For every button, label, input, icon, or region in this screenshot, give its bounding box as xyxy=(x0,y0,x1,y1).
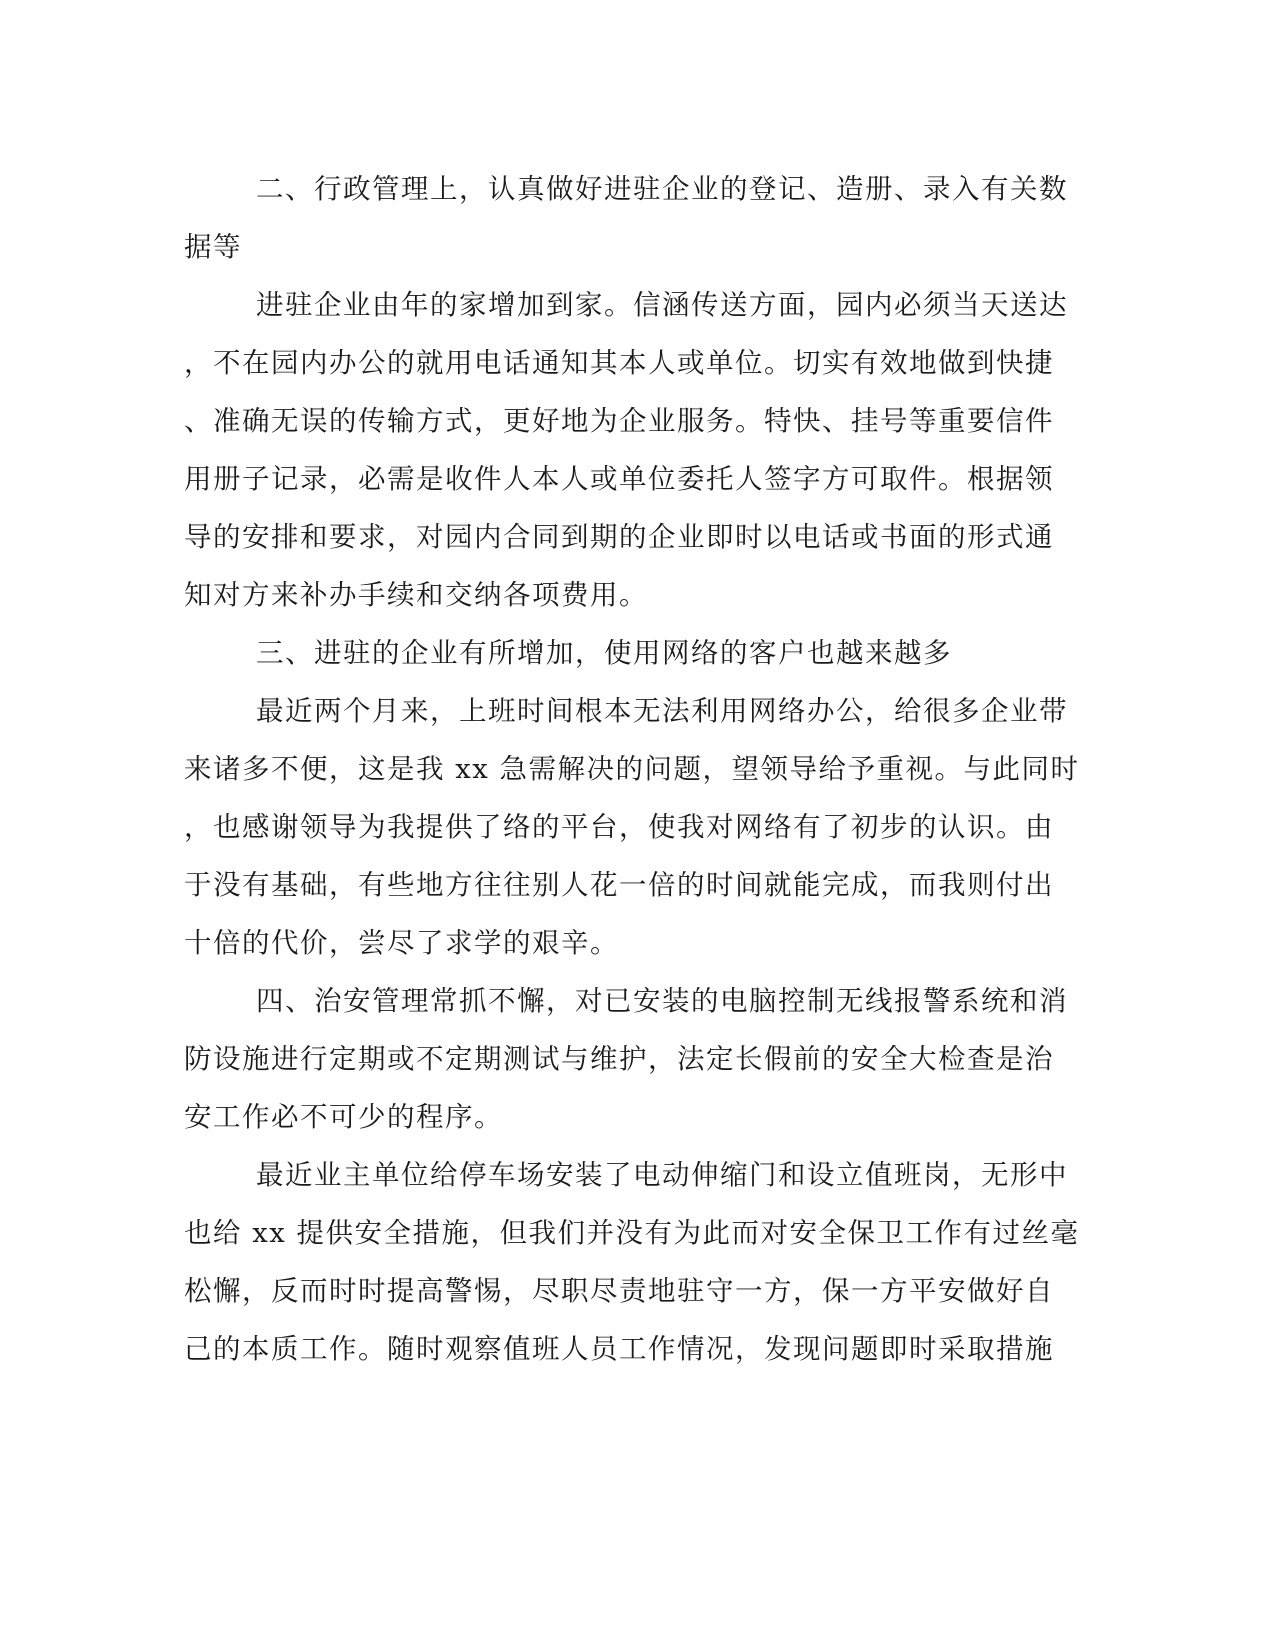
paragraph-3-line-1: 最近业主单位给停车场安装了电动伸缩门和设立值班岗，无形中 xyxy=(256,1159,1068,1191)
paragraph-2-line-4: 于没有基础，有些地方往往别人花一倍的时间就能完成，而我则付出 xyxy=(184,869,1054,901)
paragraph-2-line-5: 十倍的代价，尝尽了求学的艰辛。 xyxy=(184,927,619,959)
paragraph-1-line-1: 进驻企业由年的家增加到家。信涵传送方面，园内必须当天送达 xyxy=(256,289,1068,321)
paragraph-heading-2-line-2: 据等 xyxy=(184,231,242,263)
paragraph-2-line-3: ，也感谢领导为我提供了络的平台，使我对网络有了初步的认识。由 xyxy=(184,811,1054,843)
paragraph-1-line-2: ，不在园内办公的就用电话通知其本人或单位。切实有效地做到快捷 xyxy=(184,347,1054,379)
paragraph-1-line-5: 导的安排和要求，对园内合同到期的企业即时以电话或书面的形式通 xyxy=(184,521,1054,553)
paragraph-3-line-3: 松懈，反而时时提高警惕，尽职尽责地驻守一方，保一方平安做好自 xyxy=(184,1275,1054,1307)
paragraph-1-line-6: 知对方来补办手续和交纳各项费用。 xyxy=(184,579,648,611)
paragraph-heading-4-line-2: 防设施进行定期或不定期测试与维护，法定长假前的安全大检查是治 xyxy=(184,1043,1054,1075)
paragraph-2-line-2: 来诸多不便，这是我 xx 急需解决的问题，望领导给予重视。与此同时 xyxy=(184,753,1080,785)
paragraph-3-line-2: 也给 xx 提供安全措施，但我们并没有为此而对安全保卫工作有过丝毫 xyxy=(184,1217,1080,1249)
paragraph-heading-2-line-1: 二、行政管理上，认真做好进驻企业的登记、造册、录入有关数 xyxy=(256,173,1068,205)
paragraph-heading-3: 三、进驻的企业有所增加，使用网络的客户也越来越多 xyxy=(256,637,952,669)
document-body xyxy=(184,160,1080,1378)
paragraph-heading-4-line-3: 安工作必不可少的程序。 xyxy=(184,1101,503,1133)
paragraph-3-line-4: 己的本质工作。随时观察值班人员工作情况，发现问题即时采取措施 xyxy=(184,1333,1054,1365)
paragraph-2-line-1: 最近两个月来，上班时间根本无法利用网络办公，给很多企业带 xyxy=(256,695,1068,727)
paragraph-1-line-3: 、准确无误的传输方式，更好地为企业服务。特快、挂号等重要信件 xyxy=(184,405,1054,437)
paragraph-1-line-4: 用册子记录，必需是收件人本人或单位委托人签字方可取件。根据领 xyxy=(184,463,1054,495)
paragraph-heading-4-line-1: 四、治安管理常抓不懈，对已安装的电脑控制无线报警系统和消 xyxy=(256,985,1068,1017)
